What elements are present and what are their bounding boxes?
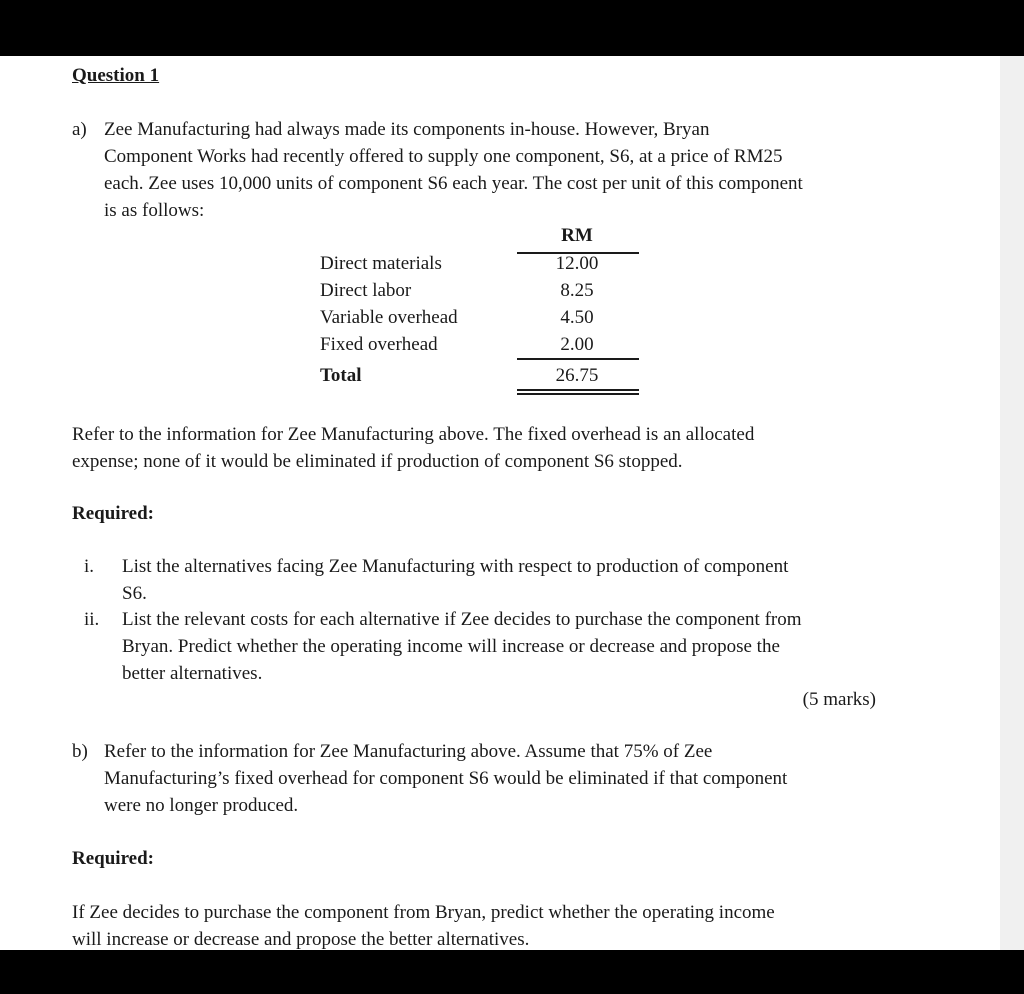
subtotal-rule xyxy=(517,358,639,360)
item-line: List the relevant costs for each alternative if Zee decides to purchase the component from xyxy=(122,609,802,630)
task-line: If Zee decides to purchase the component from Bryan, predict whether the operating income xyxy=(72,902,775,923)
marks: (5 marks) xyxy=(802,689,876,710)
item-numeral: i. xyxy=(84,556,95,577)
row-label: Direct labor xyxy=(320,280,412,301)
part-b-line: Manufacturing’s fixed overhead for component S6 would be eliminated if that component xyxy=(104,768,788,789)
total-label: Total xyxy=(320,365,362,386)
refer-paragraph xyxy=(72,421,876,475)
item-line: List the alternatives facing Zee Manufacturing with respect to production of component xyxy=(122,556,789,577)
row-label: Direct materials xyxy=(320,253,442,274)
table-row xyxy=(320,280,640,307)
refer-line: expense; none of it would be eliminated if production of component S6 stopped. xyxy=(72,451,683,472)
table-header-rm: RM xyxy=(561,225,593,246)
item-line: better alternatives. xyxy=(122,663,263,684)
item-ii-text xyxy=(122,606,876,687)
item-line: S6. xyxy=(122,583,147,604)
bottom-black-bar xyxy=(0,950,1024,994)
question-title: Question 1 xyxy=(72,65,160,86)
item-i-text xyxy=(122,553,876,607)
part-b-task xyxy=(72,899,876,953)
row-value: 4.50 xyxy=(560,307,594,328)
item-line: Bryan. Predict whether the operating income will increase or decrease and propose the xyxy=(122,636,780,657)
row-value: 12.00 xyxy=(555,253,599,274)
part-b-text xyxy=(104,738,876,819)
required-heading-a: Required: xyxy=(72,503,154,524)
scrollbar-track[interactable] xyxy=(1000,56,1024,950)
part-b-line: Refer to the information for Zee Manufacturing above. Assume that 75% of Zee xyxy=(104,741,713,762)
total-rule-bottom xyxy=(517,393,639,395)
row-label: Fixed overhead xyxy=(320,334,438,355)
table-total-row xyxy=(320,365,640,392)
part-a-label: a) xyxy=(72,119,87,140)
required-heading-b: Required: xyxy=(72,848,154,869)
total-value: 26.75 xyxy=(555,365,599,386)
part-b-label: b) xyxy=(72,741,88,762)
task-line: will increase or decrease and propose the better alternatives. xyxy=(72,929,530,950)
part-b-line: were no longer produced. xyxy=(104,795,299,816)
document-page xyxy=(0,56,1000,950)
table-row xyxy=(320,334,640,361)
total-rule-top xyxy=(517,389,639,391)
intro-line: each. Zee uses 10,000 units of component S6 each year. The cost per unit of this component xyxy=(104,173,803,194)
intro-line: Component Works had recently offered to supply one component, S6, at a price of RM25 xyxy=(104,146,783,167)
part-a-intro xyxy=(104,116,876,224)
table-row xyxy=(320,307,640,334)
row-value: 8.25 xyxy=(560,280,594,301)
refer-line: Refer to the information for Zee Manufacturing above. The fixed overhead is an allocated xyxy=(72,424,755,445)
item-numeral: ii. xyxy=(84,609,100,630)
row-value: 2.00 xyxy=(560,334,594,355)
top-black-bar xyxy=(0,0,1024,56)
row-label: Variable overhead xyxy=(320,307,458,328)
intro-line: is as follows: xyxy=(104,200,205,221)
table-row xyxy=(320,253,640,280)
intro-line: Zee Manufacturing had always made its components in-house. However, Bryan xyxy=(104,119,710,140)
